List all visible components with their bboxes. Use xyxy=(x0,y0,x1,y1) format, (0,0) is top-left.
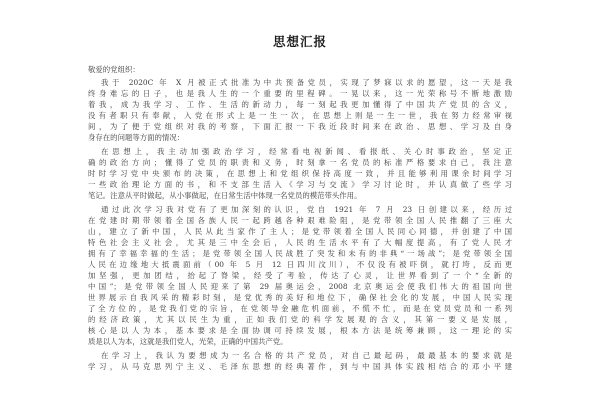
paragraph-line: 中国”；是党带领全国人民迎来了第 29 届奥运会，2008 北京奥运会使我们伟大的祖国向世 xyxy=(88,282,512,291)
paragraph-line: 身存在的问题等方面的情况： xyxy=(88,133,185,142)
paragraph-line: 人民在边缘地大抵震面前（00 年 5 月 12 日四川汶川），不仅没有被吓倒，就打垮，反而更 xyxy=(88,260,512,269)
paragraph-line: 的经济政策，尤其以民生为重，正如我们党的科学发展观的含义，其第一要义是发展， xyxy=(88,315,512,324)
paragraph xyxy=(88,350,512,372)
paragraph xyxy=(88,146,512,201)
paragraph-line: 终身难忘的日子，也是我人生的一个重要的里程碑。一晃以来，这一光荣称号不断地激励 xyxy=(88,89,512,98)
paragraph-line: 质是以人为本，这就是我们党人，光荣，正确的中国共产党。 xyxy=(88,337,288,346)
paragraph-line: 世界展示自我风采的精彩时刻，是党优秀的美好和地位下，确保社会化的发展，中国人民实现 xyxy=(88,293,512,302)
paragraph-line: 没有者职只有奉献，入党在形式上是一生一次，在思想上则是一生一世，我在努力经常审视 xyxy=(88,111,512,120)
document-title: 思想汇报 xyxy=(272,34,327,49)
paragraph-line: 了全方位的，是党我们党的宗旨，在党领导金融危机面前，不慌不忙，而是在党员党员和一系列 xyxy=(88,304,512,313)
paragraph-line: 通过此次学习我对党有了更加深刻的认识，党自 1921 年 7 月 23 日创建以来，经历过 xyxy=(101,205,512,214)
document-body xyxy=(88,77,512,375)
paragraph-line: 间，为了便于党组织对我的考察，下面汇报一下我近段时间来在政治、思想、学习及自身 xyxy=(88,122,512,131)
paragraph-line: 在思想上，我主动加强政治学习，经常看电视新闻、看报纸、关心时事政治，坚定正 xyxy=(101,147,512,156)
paragraph-line: 我于 2020C 年 X 月被正式批准为中共预备党员，实现了梦寐以求的愿望，这一天是我 xyxy=(101,78,512,87)
salutation: 敬爱的党组织： xyxy=(88,65,140,74)
paragraph-line: 确的政治方向；懂得了党员的职责和义务，时刻拿一名党员的标准严格要求自己，我注意 xyxy=(88,158,512,167)
paragraph-line: 加坚强，更加团结，抬起了脊梁，经受了考验，传达了心灵，让世界看到了一个“全新的 xyxy=(88,271,512,280)
paragraph-line: 学习，从马克思列宁主义、毛泽东思想的经典著作，到与中国具体实践相结合的邓小平建 xyxy=(88,362,512,371)
paragraph xyxy=(88,77,512,143)
paragraph-line: 拥有了幸福幸福的生活；是党带领全国人民战胜了突发和未有的非典“一场战”；是党带领全国 xyxy=(88,249,512,258)
paragraph-line: 笔记。注意从平时做起，从小事做起，在日常生活中体现一名党员的模范带头作用。 xyxy=(88,191,362,200)
paragraph-line: 在党建时期带领着全国各族人民一起跨越各种艰难险阻，是党带领全国人民推翻了三座大 xyxy=(88,216,512,225)
paragraph-line: 特色社会主义社会，尤其是三中全会后，人民的生活水平有了大幅度提高，有了党人民才 xyxy=(88,238,512,247)
paragraph-line: 山，建立了新中国，人民从此当家作了主人；是党带领着全国人民同心同德，并创建了中国 xyxy=(88,227,512,236)
paragraph-line: 一些政治理论方面的书，和不支部生活入《学习与交流》学习讨论时，并认真做了些学习 xyxy=(88,180,512,189)
paragraph xyxy=(88,204,512,347)
paragraph-line: 着我，成为我学习、工作、生活的新动力，每一刻起我更加懂得了中国共产党员的含义， xyxy=(88,100,512,109)
paragraph-line: 在学习上，我认为要想成为一名合格的共产党员，对自己最起码，最最基本的要求就是 xyxy=(101,351,512,360)
paragraph-line: 时时学习党中央颁布的决策，在思想上和党组织保持高度一致，并且能够利用课余时间学习 xyxy=(88,169,512,178)
paragraph-line: 核心是以人为本，基本要求是全面协调可持续发展，根本方法是统筹兼顾，这一理论的实 xyxy=(88,326,512,335)
